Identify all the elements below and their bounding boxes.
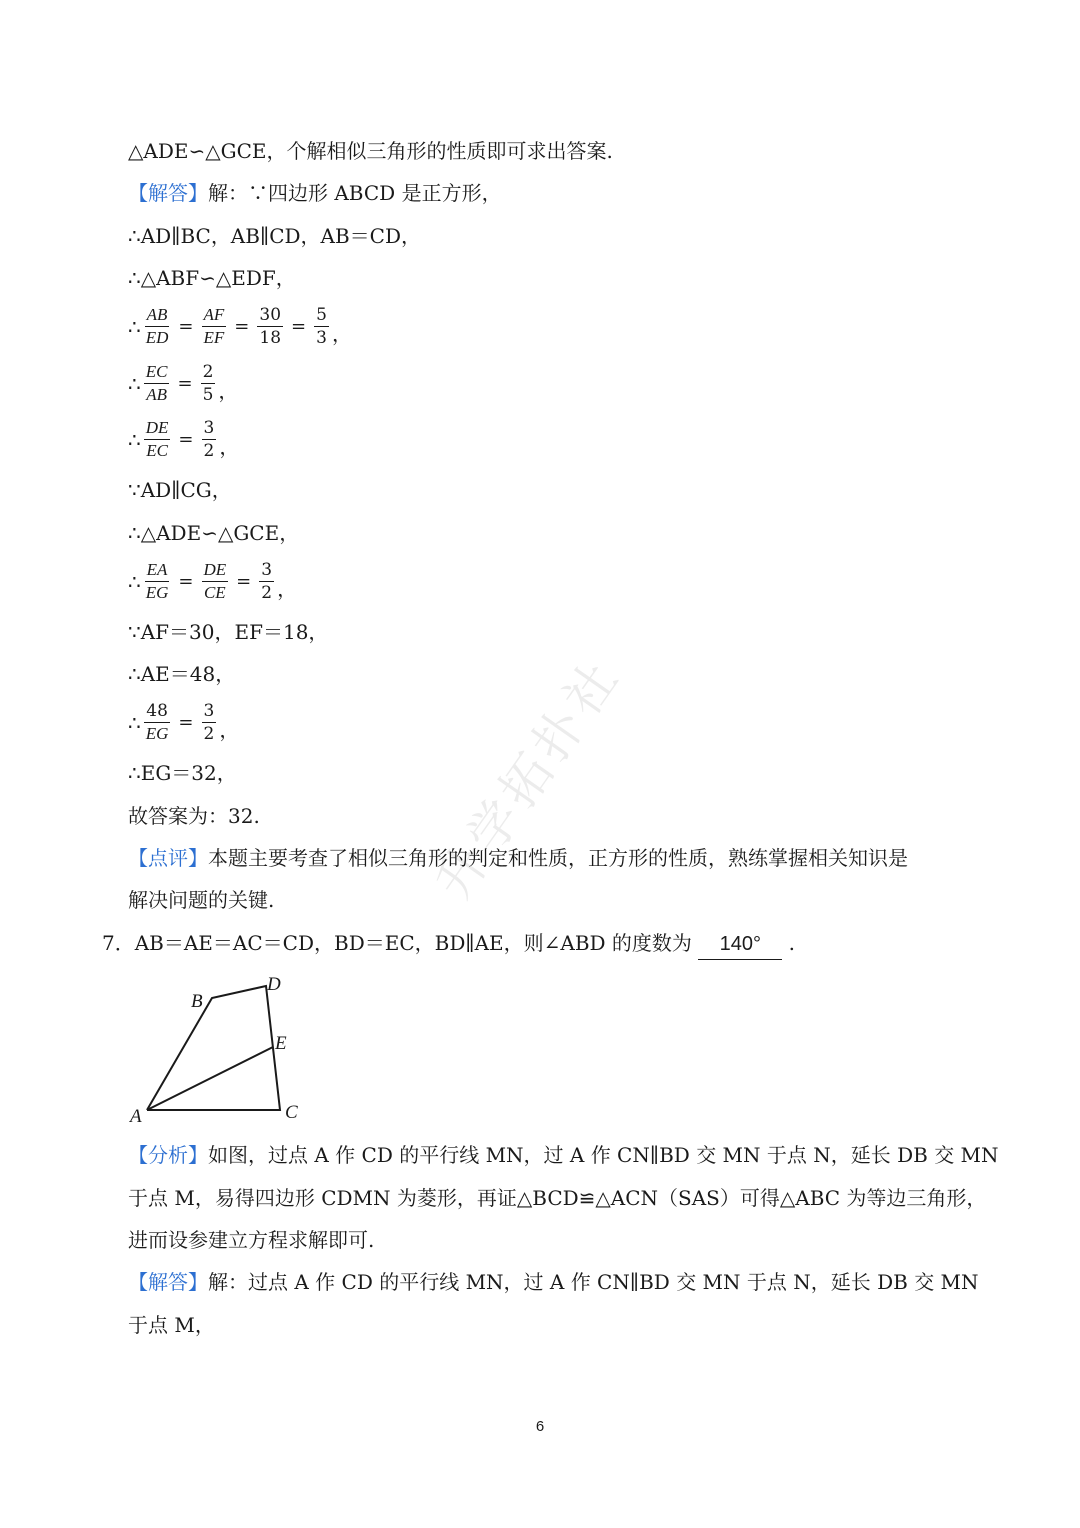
answer-tag: 【解答】 bbox=[128, 181, 208, 205]
comment-line bbox=[128, 843, 908, 873]
text-line: ∴EG＝32， bbox=[128, 761, 237, 785]
fraction bbox=[202, 559, 229, 604]
denominator: 2 bbox=[203, 724, 215, 744]
geometry-figure bbox=[125, 970, 315, 1128]
numerator: DE bbox=[202, 559, 229, 582]
fraction bbox=[144, 417, 171, 462]
denominator: 2 bbox=[203, 441, 215, 461]
equals-sign: = bbox=[236, 570, 252, 592]
equals-sign: = bbox=[178, 570, 194, 592]
text-span: 本题主要考查了相似三角形的判定和性质，正方形的性质，熟练掌握相关知识是 bbox=[208, 846, 908, 870]
solution-tag: 【解答】 bbox=[128, 1270, 208, 1294]
denominator: EC bbox=[146, 441, 168, 460]
text-line: ∴AD∥BC，AB∥CD，AB＝CD， bbox=[128, 224, 422, 248]
fraction-line bbox=[128, 361, 238, 406]
numerator: 48 bbox=[146, 701, 168, 721]
numerator: 30 bbox=[259, 305, 282, 325]
denominator: 3 bbox=[316, 328, 327, 348]
fraction-line bbox=[128, 417, 239, 462]
text-span: 解：∵四边形 ABCD 是正方形， bbox=[208, 181, 502, 205]
text-line: ∴AE＝48， bbox=[128, 662, 236, 686]
analysis-line bbox=[128, 1140, 999, 1170]
fraction bbox=[314, 304, 329, 349]
fraction bbox=[257, 304, 283, 349]
fraction bbox=[144, 559, 171, 604]
therefore-symbol: ∴ bbox=[128, 569, 141, 594]
numerator: 3 bbox=[261, 560, 273, 580]
denominator: 2 bbox=[261, 583, 273, 603]
question-text: 7．AB＝AE＝AC＝CD，BD＝EC，BD∥AE，则∠ABD 的度数为 bbox=[102, 931, 692, 955]
denominator: ED bbox=[145, 328, 169, 347]
label-b: B bbox=[191, 991, 203, 1012]
answer-blank: 140° bbox=[698, 929, 782, 960]
label-a: A bbox=[130, 1106, 142, 1127]
fraction-line bbox=[128, 700, 239, 745]
text-span: 如图，过点 A 作 CD 的平行线 MN，过 A 作 CN∥BD 交 MN 于点 N，延长 DB 交 MN bbox=[208, 1143, 999, 1167]
numerator: AB bbox=[145, 304, 170, 327]
question-end: . bbox=[788, 931, 796, 955]
fraction-line bbox=[128, 559, 297, 604]
text-span: 解：过点 A 作 CD 的平行线 MN，过 A 作 CN∥BD 交 MN 于点 N，延长 DB 交 MN bbox=[208, 1270, 979, 1294]
text-line: 于点 M，易得四边形 CDMN 为菱形，再证△BCD≌△ACN（SAS）可得△ABC 为等边三角形， bbox=[128, 1186, 987, 1210]
numerator: EA bbox=[145, 559, 170, 582]
text-line: 解决问题的关键. bbox=[128, 888, 275, 912]
numerator: EC bbox=[144, 361, 170, 384]
fraction-line bbox=[128, 304, 352, 349]
label-c: C bbox=[285, 1102, 298, 1123]
question-7 bbox=[102, 928, 795, 960]
denominator: EF bbox=[203, 328, 225, 347]
equals-sign: = bbox=[177, 372, 193, 394]
denominator: CE bbox=[203, 583, 226, 602]
analysis-tag: 【分析】 bbox=[128, 1143, 208, 1167]
label-d: D bbox=[267, 974, 281, 995]
numerator: AF bbox=[202, 304, 227, 327]
text-line: △ADE∽△GCE，个解相似三角形的性质即可求出答案. bbox=[128, 139, 613, 163]
equals-sign: = bbox=[178, 711, 194, 733]
numerator: 3 bbox=[203, 418, 215, 438]
fraction bbox=[144, 700, 171, 745]
page-number: 6 bbox=[535, 1418, 545, 1435]
label-e: E bbox=[275, 1033, 287, 1054]
text-line: ∵AD∥CG， bbox=[128, 478, 232, 502]
text-line: 于点 M， bbox=[128, 1313, 215, 1337]
punctuation: ， bbox=[277, 577, 298, 601]
fraction bbox=[259, 559, 274, 604]
fraction bbox=[144, 304, 171, 349]
punctuation: ， bbox=[331, 322, 352, 346]
equals-sign: = bbox=[178, 315, 194, 337]
punctuation: ， bbox=[218, 379, 239, 403]
fraction bbox=[144, 361, 170, 406]
therefore-symbol: ∴ bbox=[128, 710, 141, 735]
equals-sign: = bbox=[291, 315, 307, 337]
denominator: AB bbox=[146, 385, 167, 404]
therefore-symbol: ∴ bbox=[128, 427, 141, 452]
text-line: 进而设参建立方程求解即可. bbox=[128, 1228, 375, 1252]
equals-sign: = bbox=[234, 315, 250, 337]
watermark: 升学拓扑社 bbox=[424, 646, 633, 910]
punctuation: ， bbox=[219, 435, 240, 459]
denominator: EG bbox=[145, 724, 169, 743]
fraction bbox=[202, 417, 217, 462]
text-line: ∴△ABF∽△EDF， bbox=[128, 266, 296, 290]
denominator: 5 bbox=[202, 385, 214, 405]
denominator: 18 bbox=[259, 328, 282, 348]
numerator: 5 bbox=[316, 305, 327, 325]
comment-tag: 【点评】 bbox=[128, 846, 208, 870]
numerator: 2 bbox=[202, 362, 214, 382]
fraction bbox=[202, 700, 217, 745]
punctuation: ， bbox=[219, 718, 240, 742]
quadrilateral-outline bbox=[147, 986, 280, 1110]
fraction bbox=[202, 304, 227, 349]
answer-line bbox=[128, 178, 502, 208]
solution-line bbox=[128, 1267, 979, 1297]
denominator: EG bbox=[145, 583, 169, 602]
text-line: ∵AF＝30，EF＝18， bbox=[128, 620, 329, 644]
therefore-symbol: ∴ bbox=[128, 314, 141, 339]
fraction bbox=[201, 361, 216, 406]
numerator: DE bbox=[144, 417, 171, 440]
therefore-symbol: ∴ bbox=[128, 371, 141, 396]
text-line: 故答案为：32. bbox=[128, 804, 260, 828]
text-line: ∴△ADE∽△GCE， bbox=[128, 521, 300, 545]
equals-sign: = bbox=[178, 428, 194, 450]
numerator: 3 bbox=[203, 701, 215, 721]
